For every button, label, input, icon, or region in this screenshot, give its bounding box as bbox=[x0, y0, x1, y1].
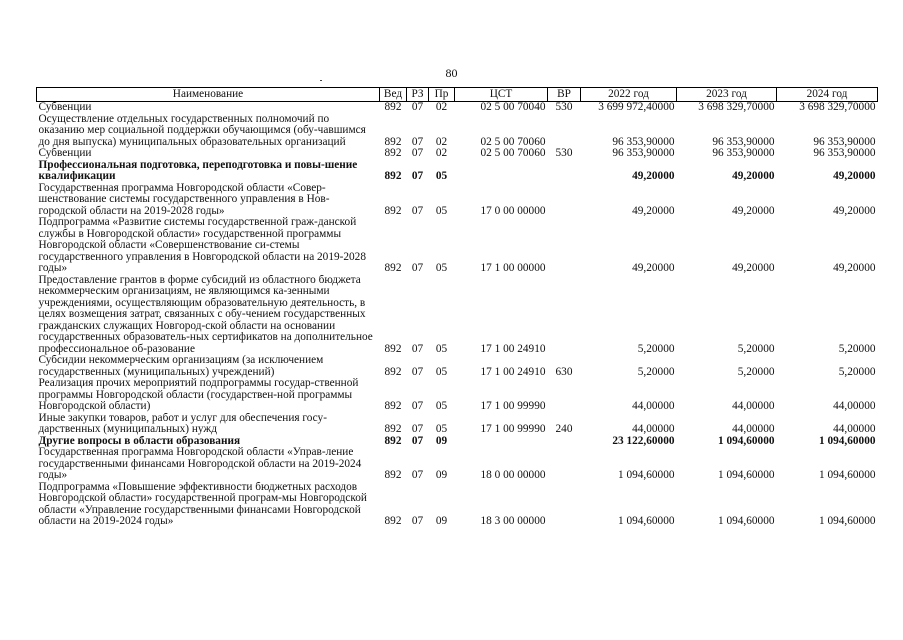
row-2023: 5,20000 bbox=[737, 365, 775, 378]
row-rz: 07 bbox=[411, 400, 424, 412]
row-2023: 5,20000 bbox=[737, 342, 775, 355]
page-number: 80 bbox=[445, 66, 458, 80]
row-cst: 17 1 00 24910 bbox=[480, 365, 546, 378]
table-row bbox=[37, 413, 878, 436]
column-header-rz: РЗ bbox=[407, 88, 429, 102]
row-2023: 49,20000 bbox=[732, 262, 775, 274]
row-ved: 892 bbox=[384, 135, 402, 148]
row-2023: 96 353,90000 bbox=[712, 135, 775, 148]
row-2023: 96 353,90000 bbox=[712, 148, 775, 159]
row-vr bbox=[548, 275, 581, 356]
table-row bbox=[37, 378, 878, 413]
column-header-name: Наименование bbox=[37, 88, 380, 102]
row-cst: 02 5 00 70040 bbox=[480, 101, 546, 113]
row-2024: 49,20000 bbox=[833, 262, 876, 274]
row-2023: 44,00000 bbox=[732, 423, 775, 435]
row-vr: 530 bbox=[555, 148, 573, 159]
row-vr bbox=[548, 378, 581, 413]
row-rz: 07 bbox=[411, 365, 424, 378]
column-header-ved: Вед bbox=[380, 88, 407, 102]
row-ved: 892 bbox=[384, 342, 402, 355]
row-rz: 07 bbox=[411, 423, 424, 435]
row-2022: 44,00000 bbox=[632, 400, 675, 412]
row-rz: 07 bbox=[411, 435, 424, 447]
row-2023: 3 698 329,70000 bbox=[698, 101, 775, 113]
row-vr bbox=[548, 447, 581, 482]
row-rz: 07 bbox=[411, 469, 424, 481]
row-2023: 49,20000 bbox=[732, 170, 775, 182]
row-2024: 49,20000 bbox=[833, 170, 876, 182]
row-rz: 07 bbox=[411, 262, 424, 274]
row-ved: 892 bbox=[384, 262, 402, 274]
row-2024: 44,00000 bbox=[833, 423, 876, 435]
row-pr: 05 bbox=[435, 365, 448, 378]
table-header-row bbox=[37, 88, 878, 102]
row-2024: 5,20000 bbox=[838, 342, 876, 355]
row-cst: 17 1 00 99990 bbox=[480, 423, 546, 435]
row-name: Государственная программа Новгородской области «Совер-шенствование системы государственного управления в Нов-городской области на 2019-2028 годы» bbox=[38, 182, 330, 217]
row-rz: 07 bbox=[411, 170, 424, 182]
row-pr: 09 bbox=[435, 469, 448, 481]
row-vr bbox=[548, 160, 581, 183]
row-2023: 1 094,60000 bbox=[718, 435, 775, 447]
row-2022: 96 353,90000 bbox=[612, 135, 675, 148]
table-row bbox=[37, 114, 878, 149]
budget-table bbox=[36, 87, 878, 528]
row-vr: 530 bbox=[555, 101, 573, 113]
row-cst bbox=[455, 436, 548, 448]
row-cst: 17 0 00 00000 bbox=[480, 204, 546, 217]
column-header-2022: 2022 год bbox=[581, 88, 677, 102]
table-row bbox=[37, 102, 878, 114]
row-name: Государственная программа Новгородской области «Управ-ление государственными финансами Новгородской области на 2019-2024 годы» bbox=[38, 447, 362, 481]
row-pr: 09 bbox=[435, 435, 448, 447]
row-cst: 17 1 00 00000 bbox=[480, 262, 546, 274]
row-name: Подпрограмма «Развитие системы государственной граж-данской службы в Новгородской области» государственной программы Новгородской области «Совершенствование си-стемы государственного управления в Новгородской области на 2019-2028 годы» bbox=[38, 217, 366, 274]
row-rz: 07 bbox=[411, 148, 424, 159]
column-header-vr: ВР bbox=[548, 88, 581, 102]
row-pr: 05 bbox=[435, 423, 448, 435]
row-name: Реализация прочих мероприятий подпрограммы государ-ственной программы Новгородской области (государствен-ной программы Новгородской области) bbox=[38, 378, 359, 412]
row-vr: 240 bbox=[555, 423, 573, 435]
row-name: Субвенции bbox=[38, 148, 92, 159]
row-2024: 3 698 329,70000 bbox=[799, 101, 876, 113]
row-2023: 1 094,60000 bbox=[718, 515, 775, 527]
row-rz: 07 bbox=[411, 204, 424, 217]
row-rz: 07 bbox=[411, 101, 424, 113]
row-vr: 630 bbox=[555, 365, 573, 378]
table-row bbox=[37, 183, 878, 218]
table-row bbox=[37, 217, 878, 275]
row-ved: 892 bbox=[384, 365, 402, 378]
row-2024: 96 353,90000 bbox=[813, 135, 876, 148]
row-2022: 49,20000 bbox=[632, 262, 675, 274]
row-2024: 49,20000 bbox=[833, 204, 876, 217]
row-ved: 892 bbox=[384, 515, 402, 527]
row-2024: 44,00000 bbox=[833, 400, 876, 412]
row-name: Подпрограмма «Повышение эффективности бюджетных расходов Новгородской области» государственной програм-мы Новгородской области «Управление государственными финансами Новгородской области на 2019-2024 годы» bbox=[38, 481, 367, 527]
row-2023: 49,20000 bbox=[732, 204, 775, 217]
row-pr: 05 bbox=[435, 262, 448, 274]
row-ved: 892 bbox=[384, 204, 402, 217]
row-pr: 05 bbox=[435, 170, 448, 182]
scan-mark bbox=[320, 80, 322, 81]
row-rz: 07 bbox=[411, 135, 424, 148]
row-ved: 892 bbox=[384, 423, 402, 435]
row-pr: 09 bbox=[435, 515, 448, 527]
row-2022: 3 699 972,40000 bbox=[598, 101, 675, 113]
row-vr bbox=[548, 482, 581, 528]
row-cst: 17 1 00 99990 bbox=[480, 400, 546, 412]
row-name: Иные закупки товаров, работ и услуг для обеспечения госу-дарственных (муниципальных) нужд bbox=[38, 412, 327, 435]
row-cst: 02 5 00 70060 bbox=[480, 135, 546, 148]
row-cst: 18 3 00 00000 bbox=[480, 515, 546, 527]
row-cst: 18 0 00 00000 bbox=[480, 469, 546, 481]
column-header-pr: Пр bbox=[429, 88, 455, 102]
row-pr: 05 bbox=[435, 342, 448, 355]
row-ved: 892 bbox=[384, 170, 402, 182]
table-row bbox=[37, 160, 878, 183]
row-ved: 892 bbox=[384, 400, 402, 412]
row-2022: 5,20000 bbox=[637, 342, 675, 355]
row-2024: 1 094,60000 bbox=[819, 469, 876, 481]
row-ved: 892 bbox=[384, 148, 402, 159]
row-cst: 17 1 00 24910 bbox=[480, 342, 546, 355]
row-pr: 05 bbox=[435, 400, 448, 412]
row-pr: 02 bbox=[435, 135, 448, 148]
row-ved: 892 bbox=[384, 435, 402, 447]
row-name: Осуществление отдельных государственных полномочий по оказанию мер социальной поддержки обучающимся (обу-чавшимся до дня выпуска) муниципальных образовательных организаций bbox=[38, 113, 366, 148]
row-2022: 44,00000 bbox=[632, 423, 675, 435]
row-name: Предоставление грантов в форме субсидий из областного бюджета некоммерческим организациям, не являющимся ка-зенными учреждениями, осуществляющим образовательную деятельность, в целях возмещения затрат, связанных с обу-чением государственных гражданских служащих Новгород-ской области на основании государственных образователь-ных сертификатов на дополнительное профессиональное об-разование bbox=[38, 274, 373, 355]
table-row bbox=[37, 355, 878, 378]
row-vr bbox=[548, 436, 581, 448]
table-row bbox=[37, 436, 878, 448]
row-2022: 96 353,90000 bbox=[612, 148, 675, 159]
row-pr: 02 bbox=[435, 148, 448, 159]
row-pr: 02 bbox=[435, 101, 448, 113]
table-row bbox=[37, 148, 878, 160]
row-2023: 1 094,60000 bbox=[718, 469, 775, 481]
row-name: Субсидии некоммерческим организациям (за исключением государственных (муниципальных) учреждений) bbox=[38, 355, 324, 378]
row-name: Субвенции bbox=[38, 101, 92, 113]
row-2022: 49,20000 bbox=[632, 204, 675, 217]
row-2023: 44,00000 bbox=[732, 400, 775, 412]
column-header-2023: 2023 год bbox=[677, 88, 777, 102]
table-body bbox=[37, 102, 878, 528]
row-2022: 1 094,60000 bbox=[618, 469, 675, 481]
row-2022: 49,20000 bbox=[632, 170, 675, 182]
row-ved: 892 bbox=[384, 101, 402, 113]
row-2024: 1 094,60000 bbox=[819, 515, 876, 527]
table-row bbox=[37, 482, 878, 528]
row-vr bbox=[548, 217, 581, 275]
row-rz: 07 bbox=[411, 342, 424, 355]
row-ved: 892 bbox=[384, 469, 402, 481]
table-row bbox=[37, 275, 878, 356]
row-cst: 02 5 00 70060 bbox=[480, 148, 546, 159]
row-2022: 23 122,60000 bbox=[612, 435, 675, 447]
row-2022: 1 094,60000 bbox=[618, 515, 675, 527]
row-name: Профессиональная подготовка, переподготовка и повы-шение квалификации bbox=[38, 159, 358, 182]
row-name: Другие вопросы в области образования bbox=[38, 435, 241, 447]
table-row bbox=[37, 447, 878, 482]
row-2024: 96 353,90000 bbox=[813, 148, 876, 159]
row-2022: 5,20000 bbox=[637, 365, 675, 378]
row-cst bbox=[455, 160, 548, 183]
row-vr bbox=[548, 183, 581, 218]
column-header-2024: 2024 год bbox=[777, 88, 878, 102]
row-2024: 1 094,60000 bbox=[819, 435, 876, 447]
row-rz: 07 bbox=[411, 515, 424, 527]
row-vr bbox=[548, 114, 581, 149]
column-header-cst: ЦСТ bbox=[455, 88, 548, 102]
row-pr: 05 bbox=[435, 204, 448, 217]
row-2024: 5,20000 bbox=[838, 365, 876, 378]
